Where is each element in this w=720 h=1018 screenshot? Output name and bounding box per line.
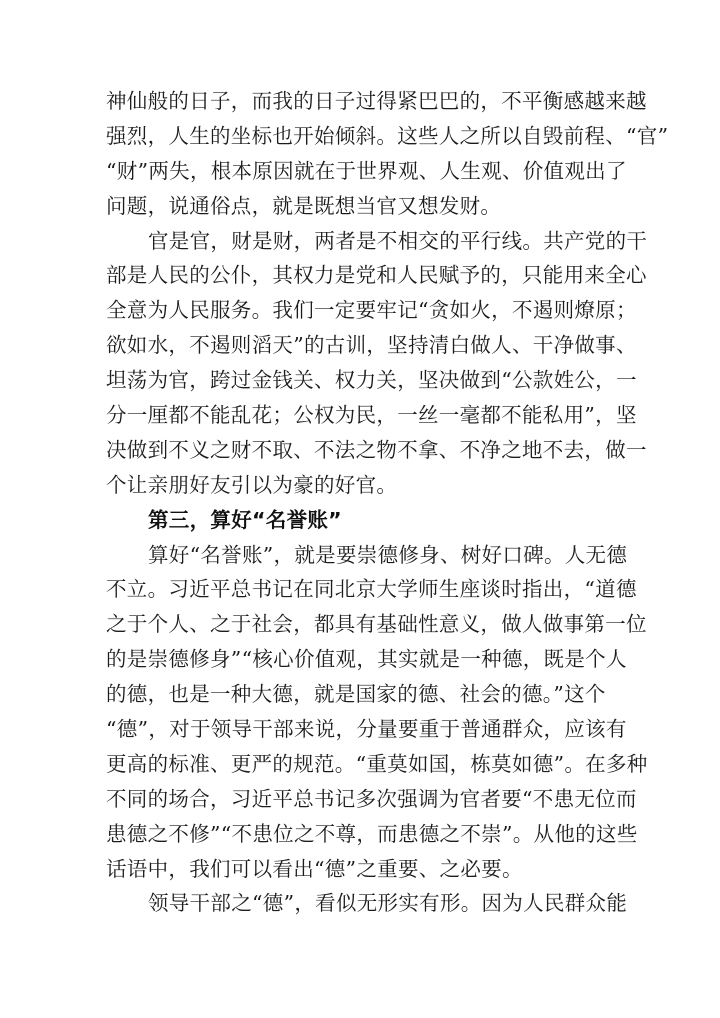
- text-line: “德”，对于领导干部来说，分量要重于普通群众，应该有: [106, 717, 627, 742]
- text-line: 的德，也是一种大德，就是国家的德、社会的德。”这个: [106, 682, 606, 707]
- text-line: 问题，说通俗点，就是既想当官又想发财。: [106, 193, 502, 218]
- paragraph: [106, 84, 669, 224]
- text-line: 算好“名誉账”，就是要崇德修身、树好口碑。人无德: [148, 542, 628, 567]
- text-line: 坦荡为官，跨过金钱关、权力关，坚决做到“公款姓公，一: [106, 368, 637, 393]
- paragraph: [106, 886, 626, 921]
- text-line: 神仙般的日子，而我的日子过得紧巴巴的，不平衡感越来越: [106, 89, 647, 113]
- text-line: 更高的标准、更严的规范。“重莫如国，栋莫如德”。在多种: [106, 751, 648, 776]
- text-line: 患德之不修”“不患位之不尊，而患德之不崇”。从他的这些: [106, 821, 638, 846]
- text-line: 领导干部之“德”，看似无形实有形。因为人民群众能: [148, 891, 628, 916]
- paragraph: [106, 538, 648, 887]
- paragraph: [106, 224, 648, 503]
- text-line: 官是官，财是财，两者是不相交的平行线。共产党的干: [148, 228, 648, 253]
- section-heading: 第三，算好“名誉账”: [148, 507, 342, 532]
- text-line: 个让亲朋好友引以为豪的好官。: [106, 472, 398, 497]
- text-line: 之于个人、之于社会，都具有基础性意义，做人做事第一位: [106, 612, 647, 637]
- text-line: 话语中，我们可以看出“德”之重要、之必要。: [106, 856, 523, 881]
- document-body: [106, 84, 669, 921]
- text-line: 强烈，人生的坐标也开始倾斜。这些人之所以自毁前程、“官”: [106, 123, 669, 148]
- text-line: 欲如水，不遏则滔天”的古训，坚持清白做人、干净做事、: [106, 333, 637, 358]
- text-line: 部是人民的公仆，其权力是党和人民赋予的，只能用来全心: [106, 263, 647, 288]
- text-line: 决做到不义之财不取、不法之物不拿、不净之地不去，做一: [106, 437, 647, 462]
- text-line: 不立。习近平总书记在同北京大学师生座谈时指出，“道德: [106, 577, 637, 602]
- text-line: “财”两失，根本原因就在于世界观、人生观、价值观出了: [106, 158, 627, 183]
- text-line: 不同的场合，习近平总书记多次强调为官者要“不患无位而: [106, 786, 637, 811]
- text-line: 分一厘都不能乱花；公权为民，一丝一毫都不能私用”，坚: [106, 403, 637, 428]
- text-line: 的是崇德修身”“核心价值观，其实就是一种德，既是个人: [106, 647, 627, 672]
- text-line: 全意为人民服务。我们一定要牢记“贪如火，不遏则燎原；: [106, 298, 637, 323]
